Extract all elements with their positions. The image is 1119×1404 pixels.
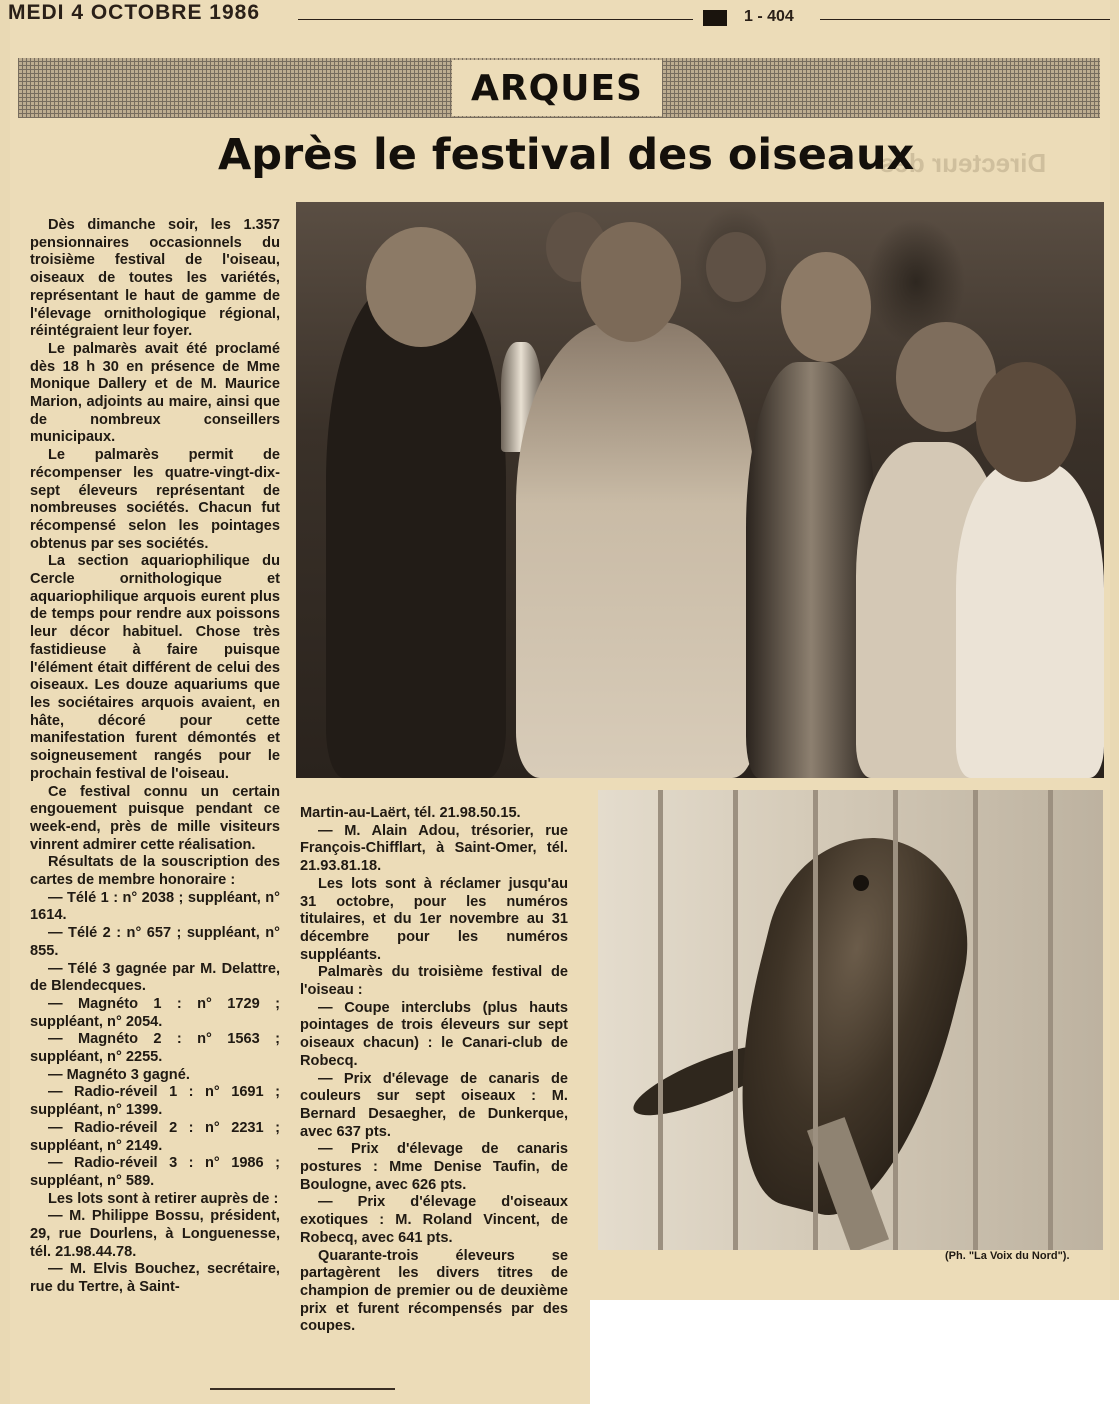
article-paragraph: Dès dimanche soir, les 1.357 pensionnaires occasionnels du troisième festival de l'oiseau, oiseaux de toutes les variétés, représentant le haut de gamme de l'élevage ornithologique régional, réintégraient leur foyer.	[30, 217, 280, 340]
article-paragraph: Résultats de la souscription des cartes de membre honoraire :	[30, 854, 280, 889]
article-paragraph: — Radio-réveil 3 : n° 1986 ; suppléant, n° 589.	[30, 1155, 280, 1189]
article-paragraph: — Magnéto 2 : n° 1563 ; suppléant, n° 2255.	[30, 1031, 280, 1066]
article-paragraph: — Prix d'élevage de canaris de couleurs sur sept oiseaux : M. Bernard Desaegher, de Dunkerque, avec 637 pts.	[300, 1070, 568, 1140]
bird-in-cage-photo	[598, 790, 1103, 1250]
cage-bar	[1048, 790, 1053, 1250]
man-white-shirt	[956, 462, 1104, 778]
article-paragraph: — Coupe interclubs (plus hauts pointages de trois éleveurs sur sept oiseaux chacun) : le Canari-club de Robecq.	[300, 999, 568, 1069]
header-date: MEDI 4 OCTOBRE 1986	[8, 1, 261, 24]
article-paragraph: Palmarès du troisième festival de l'oiseau :	[300, 964, 568, 999]
article-paragraph: Quarante-trois éleveurs se partagèrent les divers titres de champion de premier ou de deuxième prix et furent récompensés par des coupes.	[300, 1247, 568, 1335]
cage-bar	[658, 790, 663, 1250]
man-in-suit	[326, 282, 506, 778]
header-page-number: 1 - 404	[744, 8, 794, 25]
article-paragraph: Les lots sont à retirer auprès de :	[48, 1190, 279, 1207]
page-header	[8, 1, 1109, 30]
cage-bar	[973, 790, 978, 1250]
woman-head	[781, 252, 871, 362]
bird-eye	[853, 875, 869, 891]
article-paragraph: — Télé 3 gagnée par M. Delattre, de Blendecques.	[30, 960, 280, 995]
header-square-mark	[703, 10, 727, 26]
cage-bar	[813, 790, 818, 1250]
article-paragraph: — Télé 1 : n° 2038 ; suppléant, n° 1614.	[30, 889, 280, 924]
man-head	[976, 362, 1076, 482]
article-paragraph: — Prix d'élevage d'oiseaux exotiques : M. Roland Vincent, de Robecq, avec 641 pts.	[300, 1194, 568, 1246]
article-column-2	[300, 805, 568, 1336]
woman-in-dress	[516, 322, 756, 778]
article-paragraph: — M. Philippe Bossu, président, 29, rue Dourlens, à Longuenesse, tél. 21.98.44.78.	[30, 1208, 280, 1260]
article-paragraph: La section aquariophilique du Cercle ornithologique et aquariophilique arquois eurent plus de temps pour rendre aux poissons leur décor habituel. Chose très fastidieuse à faire puisque l'élément était différent de celui des oiseaux. Les douze aquariums que les sociétaires arquois avaient, en hâte, décoré pour cette manifestation furent démontés et soigneusement rangés pour le prochain festival de l'oiseau.	[30, 553, 280, 782]
header-rule-right	[820, 19, 1110, 20]
background-person	[706, 232, 766, 302]
article-paragraph: — Magnéto 1 : n° 1729 ; suppléant, n° 2054.	[30, 995, 280, 1030]
article-paragraph: Les lots sont à réclamer jusqu'au 31 octobre, pour les numéros titulaires, et du 1er novembre au 31 décembre pour les numéros suppléants.	[300, 875, 568, 963]
man-head	[366, 227, 476, 347]
section-title-box	[452, 60, 662, 116]
article-column-1	[30, 217, 280, 1297]
ceremony-photo	[296, 202, 1104, 778]
article-paragraph: — Magnéto 3 gagné.	[48, 1066, 190, 1083]
article-paragraph: Ce festival connu un certain engouement puisque pendant ce week-end, près de mille visiteurs vinrent admirer cette réalisation.	[30, 783, 280, 853]
photo-credit: (Ph. "La Voix du Nord").	[945, 1250, 1070, 1262]
article-paragraph: — M. Alain Adou, trésorier, rue François-Chifflart, à Saint-Omer, tél. 21.93.81.18.	[300, 822, 568, 875]
header-rule-left	[298, 19, 693, 20]
article-paragraph: — Radio-réveil 2 : n° 2231 ; suppléant, n° 2149.	[30, 1119, 280, 1154]
article-headline: Après le festival des oiseaux	[218, 130, 915, 180]
article-paragraph: Le palmarès permit de récompenser les quatre-vingt-dix-sept éleveurs représentant de nombreuses sociétés. Chacun fut récompensé selon les pointages obtenus par ses sociétés.	[30, 447, 280, 552]
bottom-rule	[210, 1388, 395, 1390]
cage-bar	[733, 790, 738, 1250]
cage-bar	[893, 790, 898, 1250]
section-title: ARQUES	[471, 67, 643, 109]
article-paragraph: Le palmarès avait été proclamé dès 18 h 30 en présence de Mme Monique Dallery et de M. Maurice Marion, adjoints au maire, ainsi que de nombreux conseillers municipaux.	[30, 340, 280, 446]
clipping-cutout-area	[590, 1300, 1119, 1404]
article-paragraph: — Prix d'élevage de canaris postures : Mme Denise Taufin, de Boulogne, avec 626 pts.	[300, 1141, 568, 1193]
article-paragraph: Martin-au-Laërt, tél. 21.98.50.15.	[300, 805, 521, 821]
article-paragraph: — M. Elvis Bouchez, secrétaire, rue du Tertre, à Saint-	[30, 1261, 280, 1296]
article-paragraph: — Radio-réveil 1 : n° 1691 ; suppléant, n° 1399.	[30, 1084, 280, 1119]
woman-head	[581, 222, 681, 342]
article-paragraph: — Télé 2 : n° 657 ; suppléant, n° 855.	[30, 925, 280, 959]
bleed-through-text: Directeur des	[880, 148, 1047, 178]
